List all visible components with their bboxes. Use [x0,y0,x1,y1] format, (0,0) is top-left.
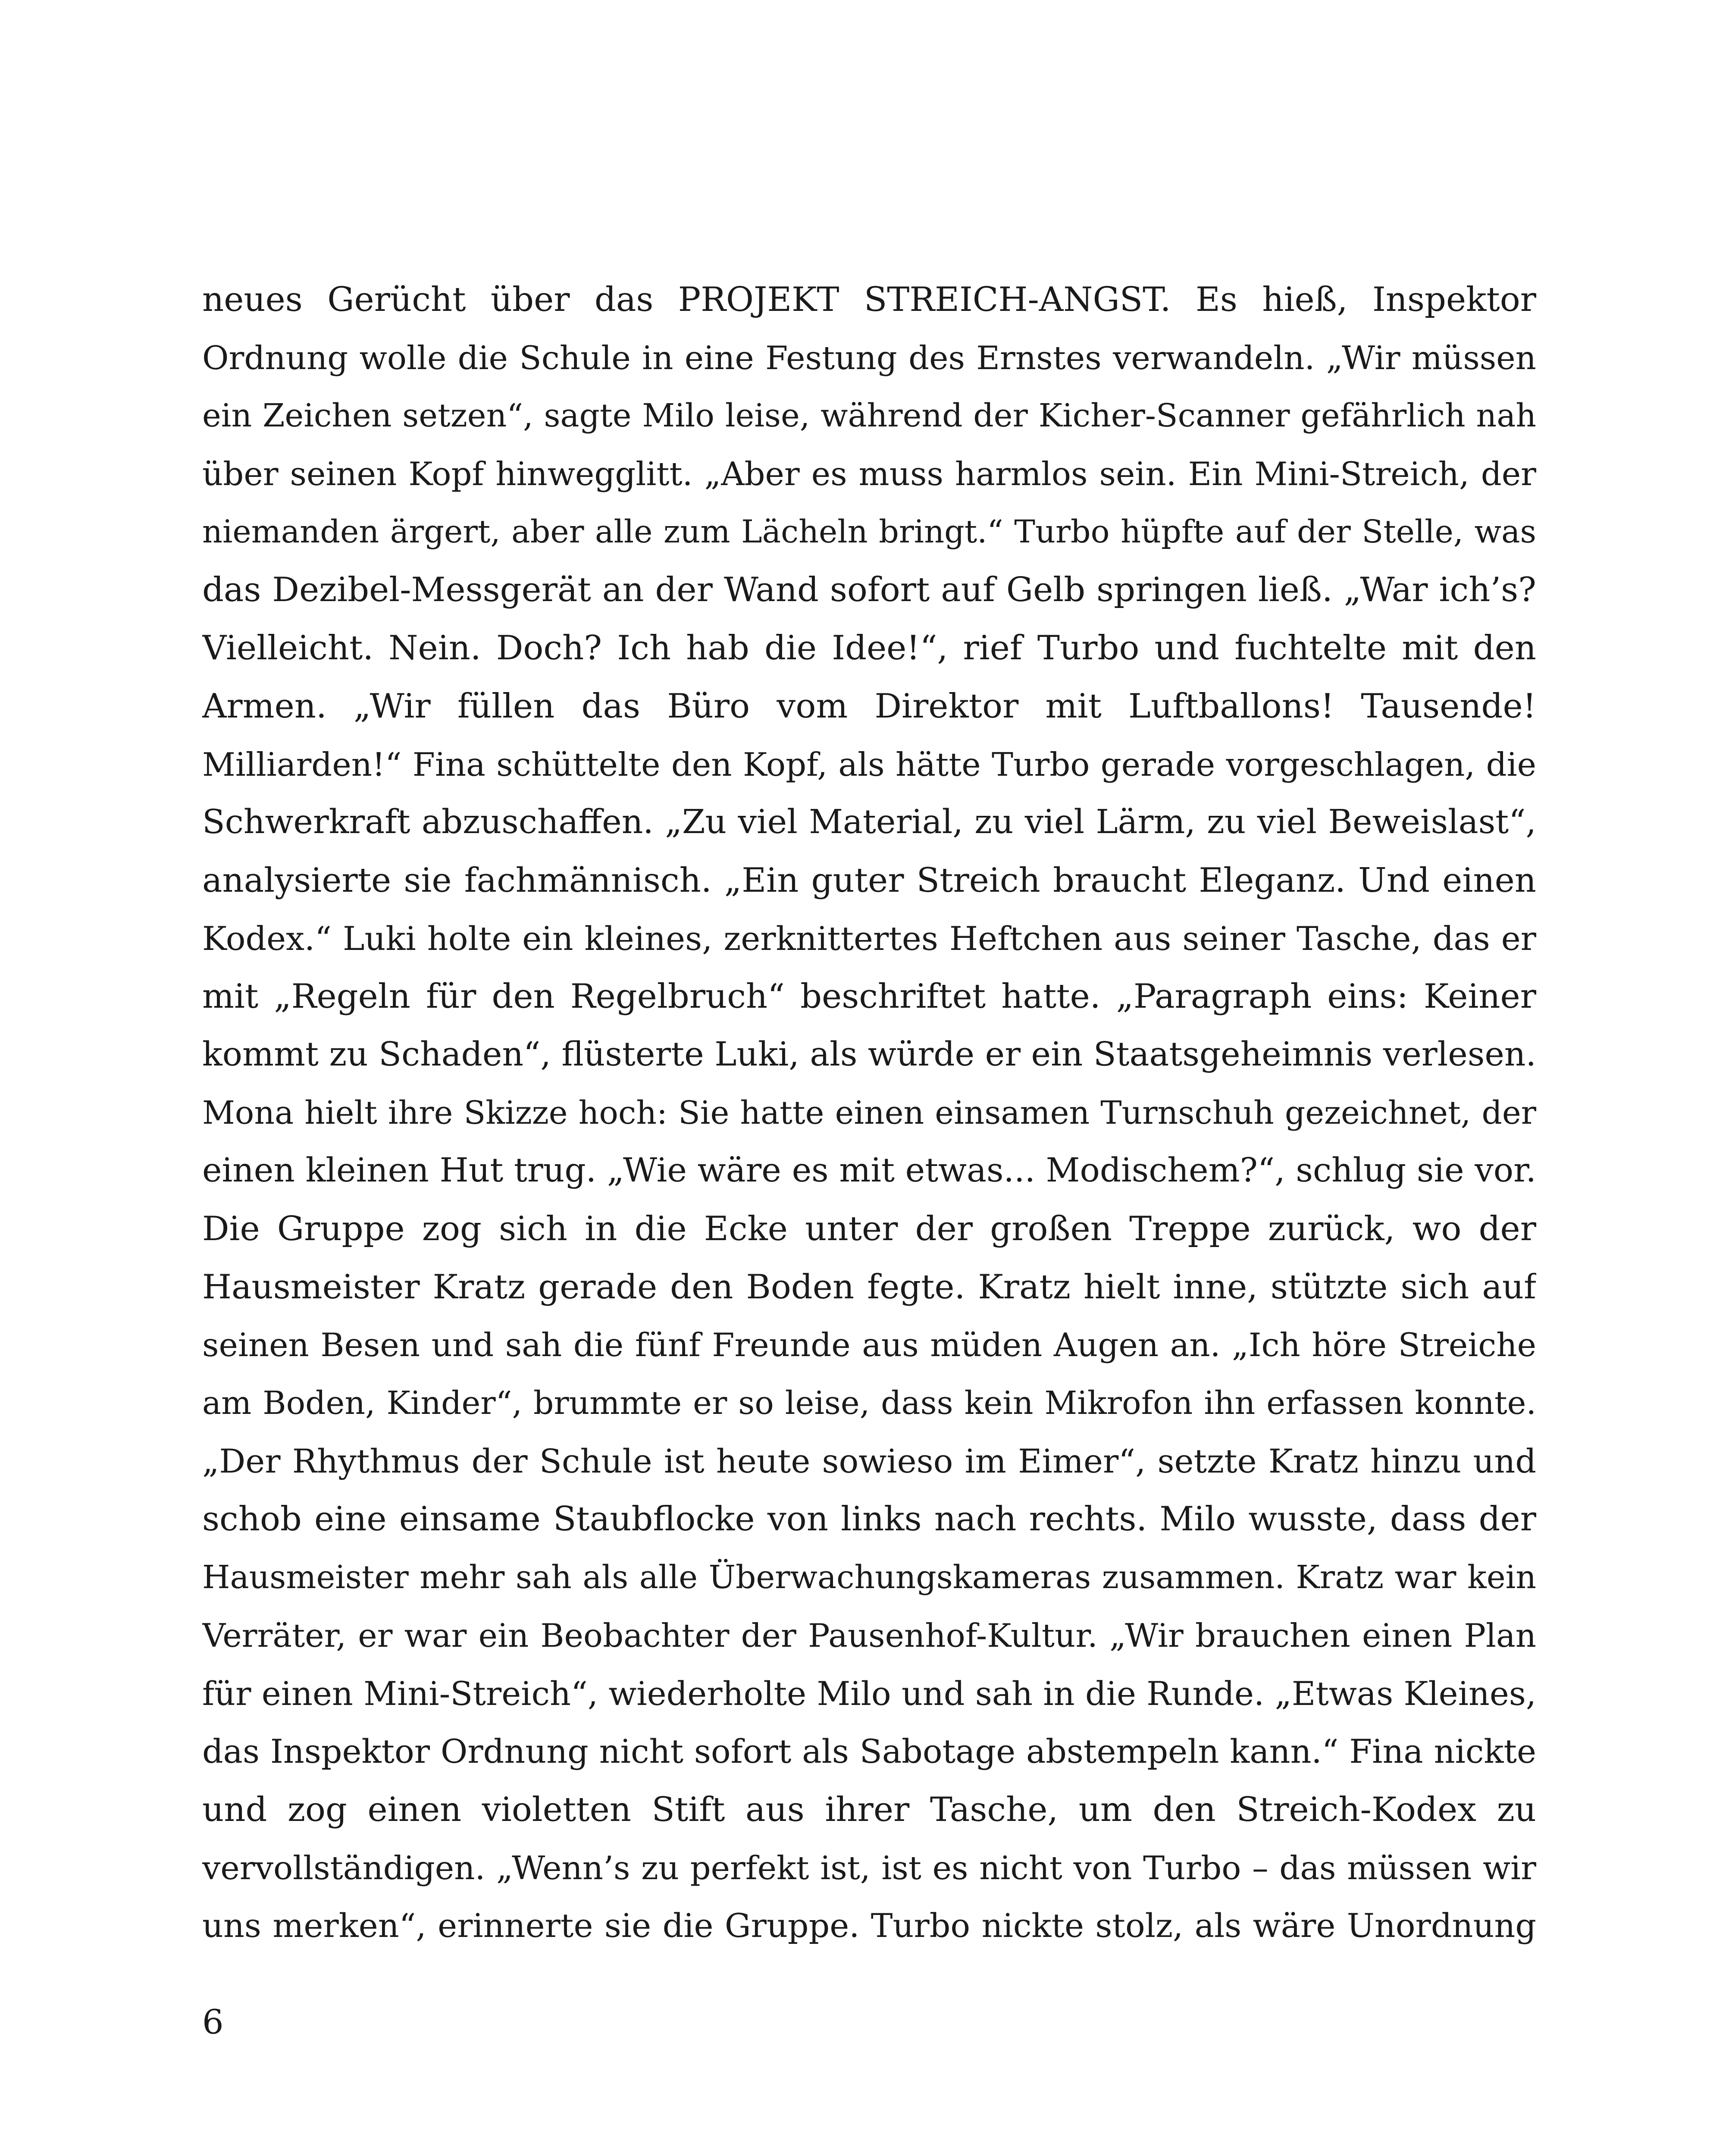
text-line: analysierte sie fachmännisch. „Ein guter Streich braucht Eleganz. Und einen [202,861,1536,900]
text-line: Hausmeister mehr sah als alle Überwachungskameras zusammen. Kratz war kein [202,1559,1536,1596]
text-line: vervollständigen. „Wenn’s zu perfekt ist, ist es nicht von Turbo – das müssen wir [202,1849,1536,1887]
text-line: Die Gruppe zog sich in die Ecke unter der großen Treppe zurück, wo der [202,1210,1536,1248]
page-number: 6 [202,2003,224,2042]
text-line: am Boden, Kinder“, brummte er so leise, dass kein Mikrofon ihn erfassen konnte. [202,1385,1536,1422]
text-line: Ordnung wolle die Schule in eine Festung des Ernstes verwandeln. „Wir müssen [202,338,1536,377]
text-line: Mona hielt ihre Skizze hoch: Sie hatte einen einsamen Turnschuh gezeichnet, der [202,1094,1536,1131]
body-text [202,271,1536,1955]
text-line: und zog einen violetten Stift aus ihrer Tasche, um den Streich-Kodex zu [202,1790,1536,1829]
text-line: seinen Besen und sah die fünf Freunde aus müden Augen an. „Ich höre Streiche [202,1326,1536,1364]
text-line: Kodex.“ Luki holte ein kleines, zerknittertes Heftchen aus seiner Tasche, das er [202,919,1536,958]
text-line: uns merken“, erinnerte sie die Gruppe. Turbo nickte stolz, als wäre Unordnung [202,1906,1536,1945]
text-line: Milliarden!“ Fina schüttelte den Kopf, als hätte Turbo gerade vorgeschlagen, die [202,745,1536,783]
text-line: „Der Rhythmus der Schule ist heute sowieso im Eimer“, setzte Kratz hinzu und [202,1442,1536,1480]
text-line: das Inspektor Ordnung nicht sofort als Sabotage abstempeln kann.“ Fina nickte [202,1732,1536,1771]
text-line: Vielleicht. Nein. Doch? Ich hab die Idee!“, rief Turbo und fuchtelte mit den [202,629,1536,668]
text-line: über seinen Kopf hinwegglitt. „Aber es muss harmlos sein. Ein Mini-Streich, der [202,455,1536,493]
text-line: einen kleinen Hut trug. „Wie wäre es mit etwas... Modischem?“, schlug sie vor. [202,1151,1536,1190]
text-line: ein Zeichen setzen“, sagte Milo leise, während der Kicher-Scanner gefährlich nah [202,397,1536,435]
text-line: kommt zu Schaden“, flüsterte Luki, als würde er ein Staatsgeheimnis verlesen. [202,1035,1536,1074]
text-line: schob eine einsame Staubflocke von links nach rechts. Milo wusste, dass der [202,1500,1536,1539]
text-line: neues Gerücht über das PROJEKT STREICH-ANGST. Es hieß, Inspektor [202,280,1536,319]
text-line: Armen. „Wir füllen das Büro vom Direktor mit Luftballons! Tausende! [202,686,1536,726]
text-line: Verräter, er war ein Beobachter der Pausenhof-Kultur. „Wir brauchen einen Plan [202,1616,1536,1655]
text-line: Hausmeister Kratz gerade den Boden fegte. Kratz hielt inne, stützte sich auf [202,1267,1536,1307]
text-line: niemanden ärgert, aber alle zum Lächeln bringt.“ Turbo hüpfte auf der Stelle, was [202,513,1536,550]
text-line: mit „Regeln für den Regelbruch“ beschriftet hatte. „Paragraph eins: Keiner [202,977,1536,1016]
text-line: Schwerkraft abzuschaffen. „Zu viel Material, zu viel Lärm, zu viel Beweislast“, [202,803,1536,842]
text-line: für einen Mini-Streich“, wiederholte Milo und sah in die Runde. „Etwas Kleines, [202,1674,1536,1713]
text-line: das Dezibel-Messgerät an der Wand sofort auf Gelb springen ließ. „War ich’s? [202,570,1536,610]
